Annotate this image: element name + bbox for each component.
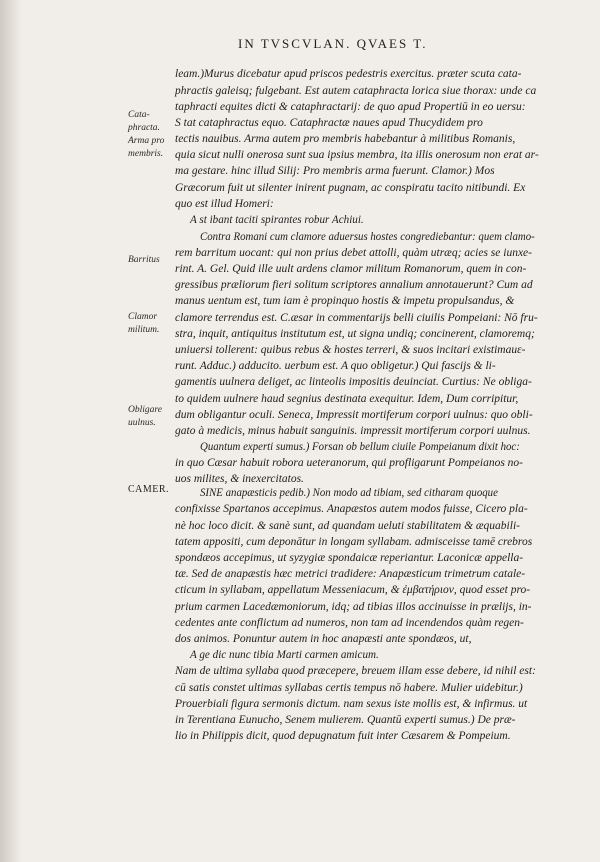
margin-note: Arma pro [128, 136, 165, 146]
text-line: confixisse Spartanos accepimus. Anapæstos autem modos fuisse, Cicero pla- [175, 503, 528, 515]
text-line: tæ. Sed de anapæstis hæc metrici tradidere: Anapæsticum trimetrum catale- [175, 568, 526, 580]
margin-note: membris. [128, 149, 164, 159]
text-line: runt. Adduc.) adducito. uerbum est. A quo obligetur.) Qui fascijs & li- [175, 360, 496, 372]
margin-note: Clamor [128, 312, 158, 322]
text-line: in quo Cæsar habuit robora ueteranorum, qui profligarunt Pompeianos no- [175, 457, 523, 469]
text-line: tectis nauibus. Arma autem pro membris habebantur à militibus Romanis, [175, 133, 516, 145]
text-line: rem barritum uocant: qui non prius debet attolli, quàm utræq; acies se iunxe- [175, 247, 532, 259]
text-line: spondæos accepimus, ut syzygiæ spondaicæ reperiantur. Laconicæ appella- [175, 552, 524, 564]
text-line: Contra Romani cum clamore aduersus hostes congrediebantur: quem clamo- [200, 231, 535, 243]
text-line: dum obligantur oculi. Seneca, Impressit mortiferum corpori uulnus: quo obli- [175, 409, 533, 421]
text-line: uos milites, & inexercitatos. [175, 473, 304, 485]
text-line: quia sicut nulli onerosa sunt sua ipsius membra, ita illis onerosum non erat ar- [175, 149, 539, 161]
text-line: prium carmen Lacedæmoniorum, idq; ad tibias illos accinuisse in prælijs, in- [175, 601, 532, 613]
text-line: manus uentum est, tum iam è propinquo hostis & impetu propulsandus, & [175, 295, 515, 307]
text-line: gato à medicis, minus habuit sanguinis. impressit mortiferum corpori uulnus. [175, 425, 531, 437]
margin-note: Cata- [128, 110, 150, 120]
text-line: Prouerbiali figura sermonis dictum. nam sexus iste mollis est, & infirmus. ut [175, 698, 528, 710]
text-line: uniuersi tollerent: quibus rebus & hostes terreri, & suos incitari existimauε- [175, 344, 526, 356]
verse-line: A ge dic nunc tibia Marti carmen amicum. [190, 649, 379, 661]
text-line: dos animos. Ponuntur autem in hoc anapæsti ante spondæos, ut, [175, 633, 472, 645]
text-line: in Terentiana Eunucho, Senem mulierem. Quantū experti sumus.) De præ- [175, 714, 516, 726]
text-line: S tat cataphractus equo. Cataphractæ naues apud Thucydidem pro [175, 117, 483, 129]
text-line: stra, inquit, antiquitus institutum est, ut signa undiq; concinerent, clamoremq; [175, 328, 535, 340]
margin-note: phracta. [128, 123, 160, 133]
text-line: to quidem uulnere haud segnius destinata exequitur. Idem, Dum corripitur, [175, 393, 519, 405]
margin-note: uulnus. [128, 418, 156, 428]
text-line: rint. A. Gel. Quid ille uult ardens clamor militum Romanorum, quem in con- [175, 263, 527, 275]
text-line: tatem appositi, cum deponātur in longam syllabam. admisceisse tamē crebros [175, 536, 533, 548]
text-line: Nam de ultima syllaba quod præcepere, breuem illam esse debere, id nihil est: [175, 665, 536, 677]
text-line: cticum in syllabam, appellatum Messeniacum, & ἐμβατήριον, quod esset pro- [175, 584, 531, 596]
text-line: ma gestare. hinc illud Silij: Pro membris arma fuerunt. Clamor.) Mos [175, 165, 495, 177]
text-line: Quantum experti sumus.) Forsan ob bellum ciuile Pompeianum dixit hoc: [200, 441, 520, 453]
text-line: cedentes ante conflictum ad numeros, non tam ad incendendos quàm regen- [175, 617, 524, 629]
text-line: gamentis uulnera deliget, ac linteolis impositis deuinciat. Curtius: Ne obliga- [175, 376, 532, 388]
text-line: cū satis constet ultimas syllabas certis tempus nō habere. Mulier uidebitur.) [175, 682, 523, 694]
page-gutter-shadow [0, 0, 22, 862]
text-line: Græcorum fuit ut silenter inirent pugnam, ac conspiratu tacito nitibundi. Ex [175, 182, 526, 194]
text-line: taphracti equites dicti & cataphractarij: de quo apud Propertiū in eo uersu: [175, 101, 526, 113]
margin-note: Obligare [128, 405, 162, 415]
text-line: phractis galeisq; fulgebant. Est autem cataphracta lorica siue thorax: unde ca [175, 85, 537, 97]
text-line: quo est illud Homeri: [175, 198, 274, 210]
text-line: SINE anapæsticis pedib.) Non modo ad tibiam, sed citharam quoque [200, 487, 498, 499]
text-line: nè hoc loco dicit. & sanè sunt, ad quandam ueluti stabilitatem & æquabili- [175, 520, 520, 532]
verse-line: A st ibant taciti spirantes robur Achiui. [190, 214, 364, 226]
text-line: leam.)Murus dicebatur apud priscos pedestris exercitus. præter scuta cata- [175, 68, 522, 80]
section-label: CAMER. [128, 484, 170, 495]
text-line: clamore terrendus est. C.æsar in commentarijs belli ciuilis Pompeiani: Nō fru- [175, 312, 538, 324]
text-line: lio in Philippis dicit, quod depugnatum fuit inter Cæsarem & Pompeium. [175, 730, 511, 742]
running-header: IN TVSCVLAN. QVAES T. [238, 36, 428, 51]
margin-note: Barritus [128, 255, 160, 265]
margin-note: militum. [128, 325, 160, 335]
text-line: gressibus præliorum fieri solitum scriptores annalium annotauerunt? Cum ad [175, 279, 533, 291]
